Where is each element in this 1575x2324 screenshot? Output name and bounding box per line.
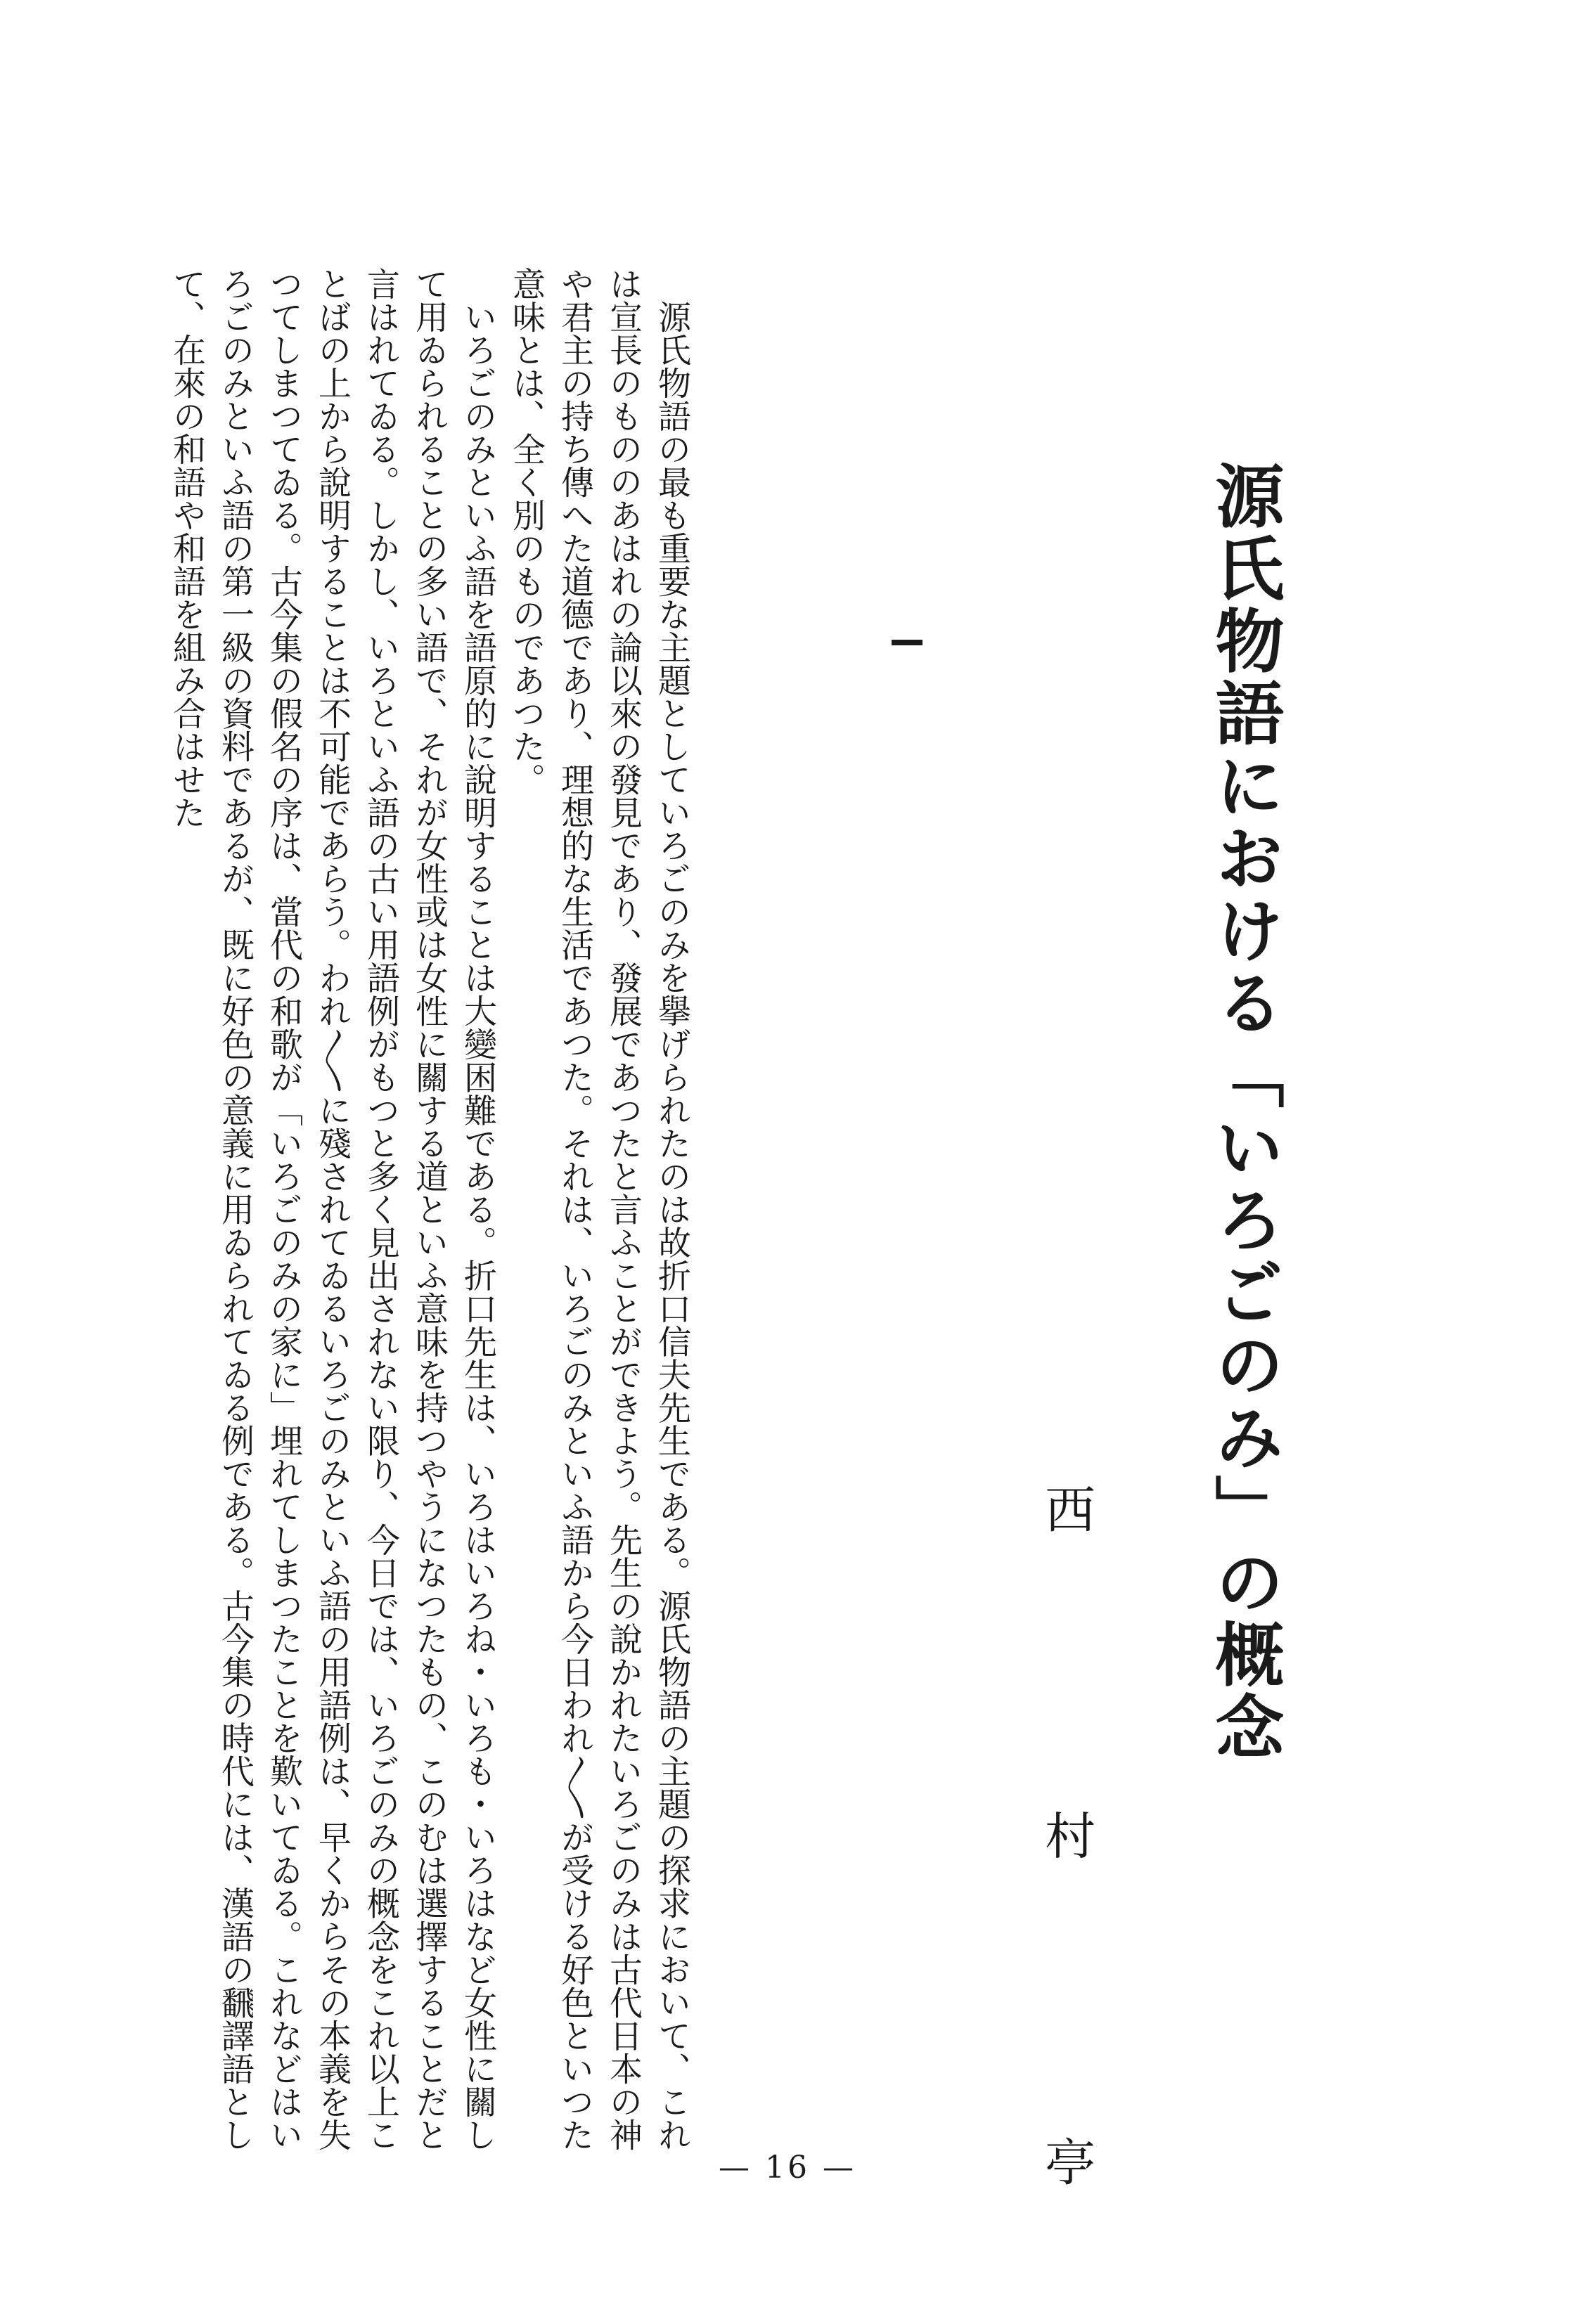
section-number [892,640,922,645]
article-title: 源氏物語における「いろごのみ」の概念 [1204,460,1285,1764]
author-char: 西 [1036,1483,1095,1534]
author-char: 亭 [1036,2136,1095,2186]
author-name [1036,1483,1095,2186]
page-number: — 16 — [719,2150,856,2186]
paragraph: 源氏物語の最も重要な主題としていろごのみを擧げられたのは故折口信夫先生である。源氏物語の主題の探求において、これは宣長のもののあはれの論以來の發見であり、發展であつたと言ふことができよう。先生の說かれたいろごのみは古代日本の神や君主の持ち傳へた道德であり、理想的な生活であつた。それは、いろごのみといふ語から今日われ〳〵が受ける好色といつた意味とは、全く別のものであつた。 [507,267,691,2151]
paragraph: いろごのみといふ語を語原的に說明することは大變困難である。折口先生は、いろはいろね・いろも・いろはなど女性に關して用ゐられることの多い語で、それが女性或は女性に關する道といふ意味を持つやうになつたもの、このむは選擇することだと言はれてゐる。しかし、いろといふ語の古い用語例がもつと多く見出されない限り、今日では、いろごのみの概念をこれ以上ことばの上から說明することは不可能であらう。われ〳〵に殘されてゐるいろごのみといふ語の用語例は、早くからその本義を失つてしまつてゐる。古今集の假名の序は、當代の和歌が「いろごのみの家に」埋れてしまつたことを歎いてゐる。これなどはいろごのみといふ語の第一級の資料であるが、既に好色の意義に用ゐられてゐる例である。古今集の時代には、漢語の飜譯語として、在來の和語や和語を組み合はせた [167,267,497,2151]
body-text [167,267,696,2151]
author-char: 村 [1036,1809,1095,1860]
